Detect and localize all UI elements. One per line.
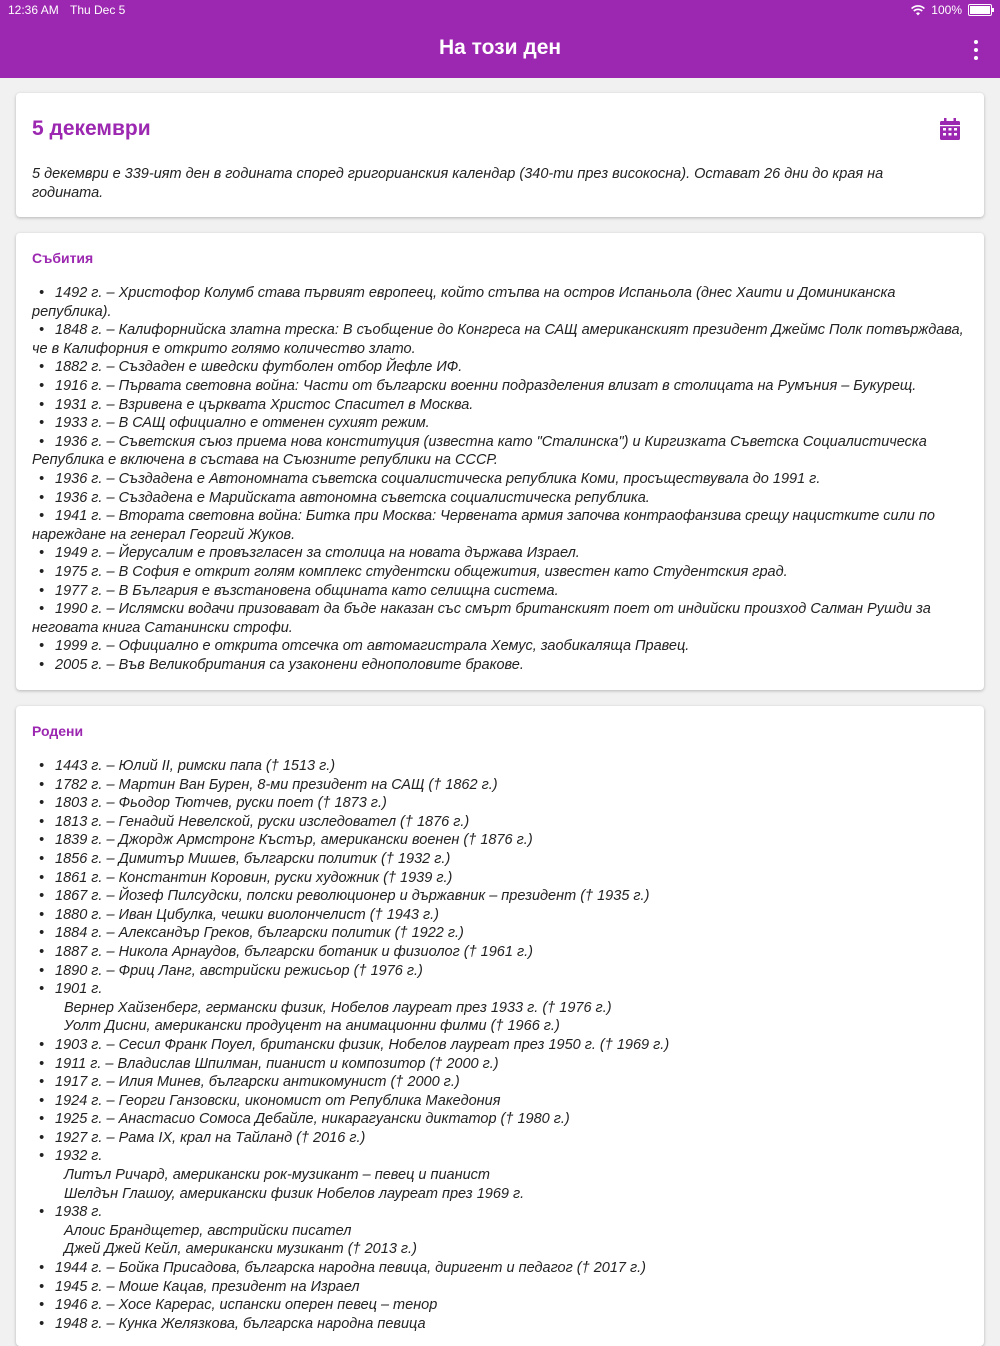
date-heading: 5 декември xyxy=(32,117,151,140)
bullet: • xyxy=(39,1092,45,1109)
events-heading: Събития xyxy=(32,250,94,266)
event-text: 1931 г. – Взривена е църквата Христос Спасител в Москва. xyxy=(55,396,474,413)
born-text: 1946 г. – Хосе Карерас, испански оперен певец – тенор xyxy=(55,1297,438,1314)
born-text: 1903 г. – Сесил Франк Поуел, британски физик, Нобелов лауреат през 1950 г. († 1969 г.) xyxy=(55,1036,670,1053)
born-text: 1880 г. – Иван Цибулка, чешки виолончелист († 1943 г.) xyxy=(55,906,440,923)
born-item xyxy=(32,1129,972,1148)
born-item xyxy=(32,962,972,981)
event-item xyxy=(32,507,972,544)
event-text: 1975 г. – В София е открит голям комплекс студентски общежития, известен като Студентския град. xyxy=(55,563,788,580)
date-description: 5 декември е 339-ият ден в годината според григорианския календар (340-ти през високосна). Остават 26 дни до края на годината. xyxy=(32,166,884,201)
more-vertical-icon[interactable] xyxy=(974,40,980,60)
bullet: • xyxy=(39,925,45,942)
born-item xyxy=(32,850,972,869)
battery-icon xyxy=(968,4,992,16)
bullet: • xyxy=(39,981,45,998)
born-text: 1925 г. – Анастасио Сомоса Дебайле, никарагуански диктатор († 1980 г.) xyxy=(55,1111,570,1128)
bullet: • xyxy=(39,582,45,599)
born-item xyxy=(32,1259,972,1278)
bullet: • xyxy=(39,377,45,394)
event-text: 1933 г. – В САЩ официално е отменен сухият режим. xyxy=(55,415,430,432)
born-text: 1938 г. xyxy=(55,1204,103,1221)
bullet: • xyxy=(39,813,45,830)
event-text: 1492 г. – Христофор Колумб става първият европеец, който стъпва на остров Испаньола (днес Хаити и Доминиканска република). xyxy=(32,285,896,320)
event-item xyxy=(32,582,972,601)
bullet: • xyxy=(39,1129,45,1146)
event-item xyxy=(32,414,972,433)
bullet: • xyxy=(39,1260,45,1277)
battery-level-fill xyxy=(970,6,990,14)
event-item xyxy=(32,377,972,396)
bullet: • xyxy=(39,1315,45,1332)
event-item xyxy=(32,600,972,637)
page-title: На този ден xyxy=(438,36,562,59)
bullet: • xyxy=(39,1278,45,1295)
event-item xyxy=(32,396,972,415)
born-subitem: Джей Джей Кейл, американски музикант († 2013 г.) xyxy=(64,1241,417,1258)
born-item xyxy=(32,757,972,776)
wifi-icon xyxy=(911,5,925,16)
born-item xyxy=(32,869,972,888)
status-bar xyxy=(0,0,1000,20)
born-text: 1861 г. – Константин Коровин, руски художник († 1939 г.) xyxy=(55,869,453,886)
born-text: 1948 г. – Кунка Желязкова, българска народна певица xyxy=(55,1315,426,1332)
event-item xyxy=(32,358,972,377)
event-text: 1936 г. – Създадена е Автономната съветска социалистическа република Коми, просъществувала до 1991 г. xyxy=(55,470,821,487)
born-item xyxy=(32,1278,972,1297)
born-item xyxy=(32,1092,972,1111)
bullet: • xyxy=(39,888,45,905)
born-item xyxy=(32,831,972,850)
born-subitem: Шелдън Глашоу, американски физик Нобелов лауреат през 1969 г. xyxy=(64,1185,525,1202)
bullet: • xyxy=(39,1055,45,1072)
born-item xyxy=(32,1296,972,1315)
bullet: • xyxy=(39,832,45,849)
born-item xyxy=(32,813,972,832)
event-item xyxy=(32,433,972,470)
status-date: Thu Dec 5 xyxy=(70,3,126,17)
event-text: 1949 г. – Йерусалим е провъзгласен за столица на новата държава Израел. xyxy=(55,545,580,562)
events-card xyxy=(16,233,984,690)
bullet: • xyxy=(39,962,45,979)
app-bar xyxy=(0,0,1000,78)
bullet: • xyxy=(39,869,45,886)
born-text: 1839 г. – Джордж Армстронг Къстър, американски военен († 1876 г.) xyxy=(55,832,533,849)
bullet: • xyxy=(39,638,45,655)
born-text: 1932 г. xyxy=(55,1148,103,1165)
event-text: 2005 г. – Във Великобритания са узаконени еднополовите бракове. xyxy=(55,656,524,673)
born-item xyxy=(32,943,972,962)
born-text: 1803 г. – Фьодор Тютчев, руски поет († 1873 г.) xyxy=(55,795,387,812)
bullet: • xyxy=(39,470,45,487)
born-text: 1927 г. – Рама IX, крал на Тайланд († 2016 г.) xyxy=(55,1129,366,1146)
born-text: 1944 г. – Бойка Присадова, българска народна певица, диригент и педагог († 2017 г.) xyxy=(55,1260,647,1277)
event-text: 1848 г. – Калифорнийска златна треска: В съобщение до Конгреса на САЩ американският президент Джеймс Полк потвърждава, че в Калифорния е открито голямо количество злато. xyxy=(32,322,964,357)
bullet: • xyxy=(39,776,45,793)
born-item xyxy=(32,1055,972,1074)
bullet: • xyxy=(39,656,45,673)
events-list xyxy=(32,284,972,674)
event-item xyxy=(32,637,972,656)
event-item xyxy=(32,489,972,508)
born-text: 1782 г. – Мартин Ван Бурен, 8-ми президент на САЩ († 1862 г.) xyxy=(55,776,498,793)
event-text: 1916 г. – Първата световна война: Части от български военни подразделения влизат в столицата на Румъния – Букурещ. xyxy=(55,377,917,394)
born-item xyxy=(32,887,972,906)
bullet: • xyxy=(39,433,45,450)
event-item xyxy=(32,284,972,321)
born-subitem: Уолт Дисни, американски продуцент на анимационни филми († 1966 г.) xyxy=(64,1018,560,1035)
born-text: 1856 г. – Димитър Мишев, български политик († 1932 г.) xyxy=(55,850,451,867)
born-item xyxy=(32,924,972,943)
born-item xyxy=(32,1203,972,1259)
event-text: 1941 г. – Втората световна война: Битка при Москва: Червената армия започва контраофанзива срещу нацистките сили по нареждане на генерал Георгий Жуков. xyxy=(32,508,935,543)
born-text: 1813 г. – Генадий Невелской, руски изследовател († 1876 г.) xyxy=(55,813,470,830)
bullet: • xyxy=(39,359,45,376)
bullet: • xyxy=(39,758,45,774)
born-text: 1890 г. – Фриц Ланг, австрийски режисьор († 1976 г.) xyxy=(55,962,423,979)
born-card xyxy=(16,706,984,1346)
bullet: • xyxy=(39,1148,45,1165)
event-item xyxy=(32,544,972,563)
born-text: 1945 г. – Моше Кацав, президент на Израел xyxy=(55,1278,360,1295)
born-subitem: Вернер Хайзенберг, германски физик, Нобелов лауреат през 1933 г. († 1976 г.) xyxy=(64,999,612,1016)
bullet: • xyxy=(39,285,45,301)
bullet: • xyxy=(39,1036,45,1053)
born-text: 1911 г. – Владислав Шпилман, пианист и композитор († 2000 г.) xyxy=(55,1055,499,1072)
event-item xyxy=(32,470,972,489)
born-item xyxy=(32,1073,972,1092)
event-text: 1882 г. – Създаден е шведски футболен отбор Йефле ИФ. xyxy=(55,359,463,376)
bullet: • xyxy=(39,943,45,960)
calendar-icon[interactable] xyxy=(938,117,962,141)
bullet: • xyxy=(39,508,45,525)
born-item xyxy=(32,776,972,795)
born-text: 1924 г. – Георги Ганзовски, икономист от Република Македония xyxy=(55,1092,501,1109)
event-text: 1999 г. – Официално е открита отсечка от автомагистрала Хемус, заобикаляща Правец. xyxy=(55,638,690,655)
bullet: • xyxy=(39,396,45,413)
event-text: 1936 г. – Съветския съюз приема нова конституция (известна като "Сталинска") и Киргизката Съветска Социалистическа Република е включена в състава на Съюзните републики на СССР. xyxy=(32,433,927,469)
born-item xyxy=(32,794,972,813)
born-text: 1867 г. – Йозеф Пилсудски, полски революционер и държавник – президент († 1935 г.) xyxy=(55,888,650,905)
bullet: • xyxy=(39,1111,45,1128)
event-item xyxy=(32,563,972,582)
battery-percent: 100% xyxy=(931,3,962,17)
born-heading: Родени xyxy=(32,723,84,739)
bullet: • xyxy=(39,415,45,432)
bullet: • xyxy=(39,795,45,812)
born-item xyxy=(32,906,972,925)
born-subitem: Литъл Ричард, американски рок-музикант – певец и пианист xyxy=(64,1167,490,1184)
event-text: 1990 г. – Ислямски водачи призовават да бъде наказан със смърт британският поет от индийски произход Салман Рушди за неговата книга Сатанински строфи. xyxy=(32,601,931,636)
born-item xyxy=(32,1036,972,1055)
event-item xyxy=(32,321,972,358)
event-item xyxy=(32,656,972,675)
bullet: • xyxy=(39,850,45,867)
bullet: • xyxy=(39,1297,45,1314)
bullet: • xyxy=(39,1074,45,1091)
born-text: 1443 г. – Юлий II, римски папа († 1513 г.) xyxy=(55,758,336,774)
date-card xyxy=(16,93,984,217)
born-item xyxy=(32,1110,972,1129)
status-right xyxy=(911,3,992,17)
bullet: • xyxy=(39,906,45,923)
bullet: • xyxy=(39,563,45,580)
bullet: • xyxy=(39,322,45,339)
born-text: 1901 г. xyxy=(55,981,103,998)
bullet: • xyxy=(39,545,45,562)
status-time: 12:36 AM xyxy=(8,3,59,17)
born-text: 1917 г. – Илия Минев, български антикомунист († 2000 г.) xyxy=(55,1074,460,1091)
event-text: 1977 г. – В България е възстановена общината като селищна система. xyxy=(55,582,559,599)
bullet: • xyxy=(39,601,45,618)
born-item xyxy=(32,1315,972,1334)
born-text: 1887 г. – Никола Арнаудов, български ботаник и физиолог († 1961 г.) xyxy=(55,943,533,960)
born-subitem: Алоис Брандщетер, австрийски писател xyxy=(64,1222,352,1239)
bullet: • xyxy=(39,1204,45,1221)
born-text: 1884 г. – Александър Греков, български политик († 1922 г.) xyxy=(55,925,464,942)
bullet: • xyxy=(39,489,45,506)
born-list xyxy=(32,757,972,1333)
born-item xyxy=(32,980,972,1036)
born-item xyxy=(32,1147,972,1203)
event-text: 1936 г. – Създадена е Марийската автономна съветска социалистическа република. xyxy=(55,489,650,506)
